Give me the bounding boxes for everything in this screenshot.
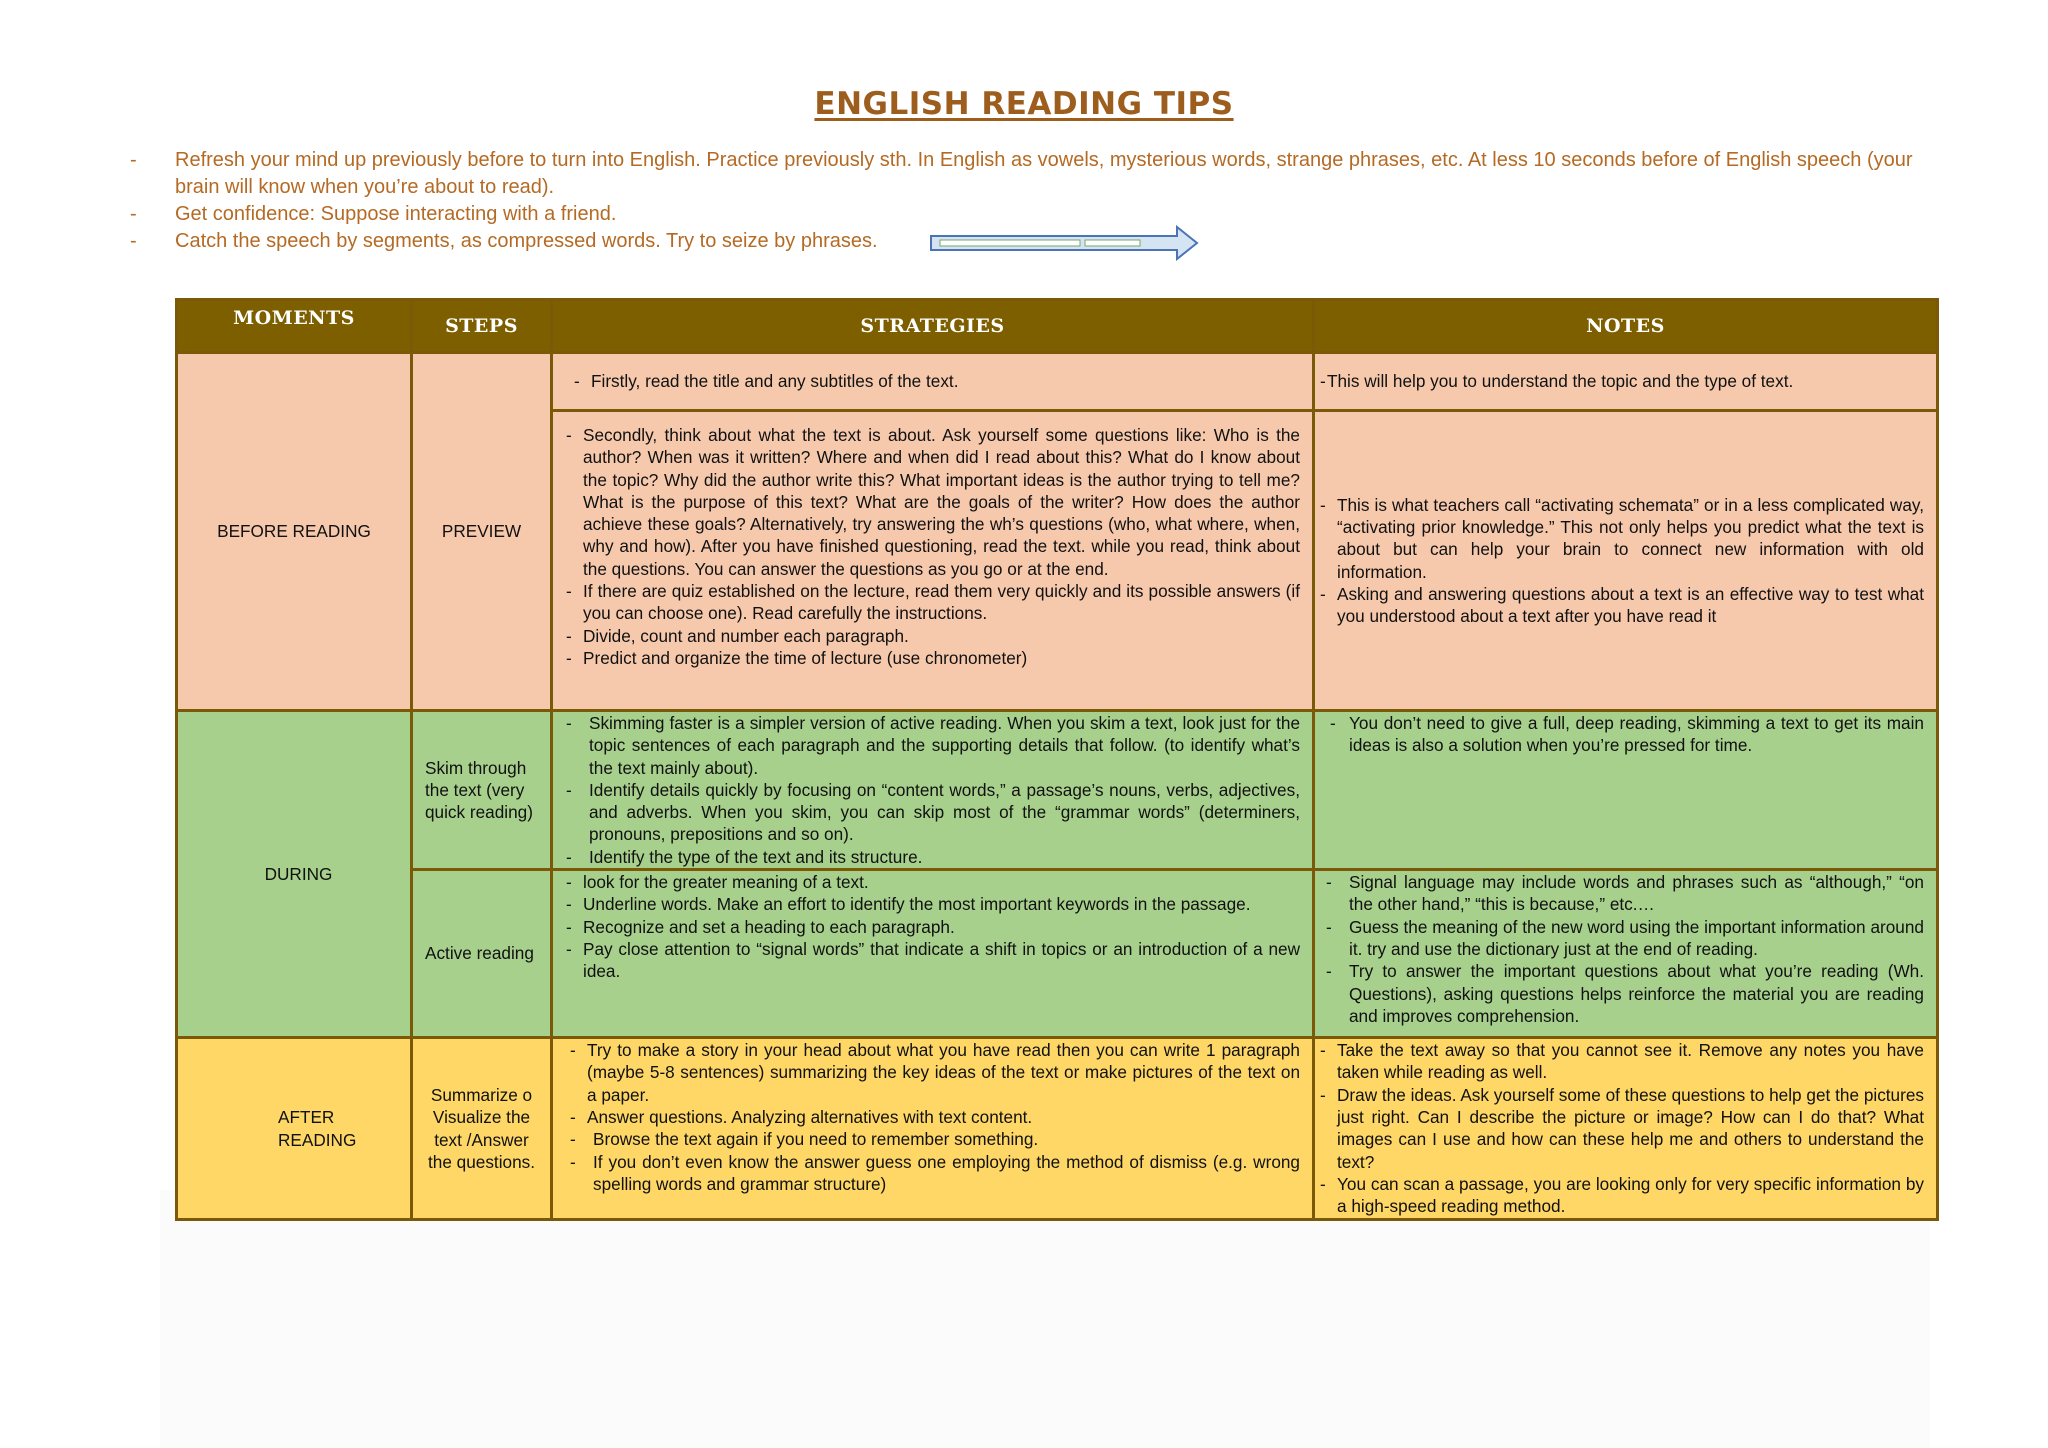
tip-item: - Refresh your mind up previously before to turn into English. Practice previously sth. In English as vowels, mysterious words, strange phrases, etc. At less 10 seconds before of English speech (your brain will know when you’re about to read). bbox=[128, 147, 1928, 201]
list-item: - This is what teachers call “activating schemata” or in a less complicated way, “activating prior knowledge.” This not only helps you predict what the text is about but can help your brain to connect new information with old information. bbox=[1317, 494, 1924, 583]
list-item: - Divide, count and number each paragraph. bbox=[563, 625, 1300, 647]
header-steps: STEPS bbox=[412, 300, 552, 353]
page-title: ENGLISH READING TIPS bbox=[814, 86, 1234, 122]
notes-cell bbox=[1314, 711, 1938, 870]
strategies-cell bbox=[552, 411, 1314, 711]
table-row bbox=[177, 870, 1938, 1038]
list-item: - Underline words. Make an effort to identify the most important keywords in the passage. bbox=[563, 893, 1300, 915]
list-item: - Take the text away so that you cannot see it. Remove any notes you have taken while reading as well. bbox=[1317, 1039, 1924, 1084]
list-item: - Browse the text again if you need to remember something. bbox=[567, 1128, 1300, 1150]
header-strategies: STRATEGIES bbox=[552, 300, 1314, 353]
tip-item: - Get confidence: Suppose interacting with a friend. bbox=[128, 201, 1928, 228]
tip-item: - Catch the speech by segments, as compressed words. Try to seize by phrases. bbox=[128, 228, 1928, 255]
notes-cell bbox=[1314, 1038, 1938, 1220]
list-item: - Identify details quickly by focusing on “content words,” a passage’s nouns, verbs, adjectives, and adverbs. When you skim, you can skip most of the “grammar words” (determiners, pronouns, prepositions and so on). bbox=[563, 779, 1300, 846]
page-shade bbox=[160, 1190, 1930, 1448]
notes-cell bbox=[1314, 411, 1938, 711]
table-header-row bbox=[177, 300, 1938, 353]
list-item: - look for the greater meaning of a text. bbox=[563, 871, 1300, 893]
list-item: - Try to make a story in your head about what you have read then you can write 1 paragraph (maybe 5-8 sentences) summarizing the key ideas of the text or make pictures of the text on a paper. bbox=[567, 1039, 1300, 1106]
moment-before: BEFORE READING bbox=[177, 353, 412, 711]
table-row bbox=[177, 711, 1938, 870]
moment-after: AFTER READING bbox=[177, 1038, 412, 1220]
list-item: - Pay close attention to “signal words” that indicate a shift in topics or an introduction of a new idea. bbox=[563, 938, 1300, 983]
header-notes: NOTES bbox=[1314, 300, 1938, 353]
table-row bbox=[177, 353, 1938, 411]
right-arrow-icon bbox=[930, 225, 1200, 261]
list-item: - Asking and answering questions about a text is an effective way to test what you understood about a text after you have read it bbox=[1317, 583, 1924, 628]
list-item: - Guess the meaning of the new word using the important information around it. try and use the dictionary just at the end of reading. bbox=[1323, 916, 1924, 961]
list-item: - Try to answer the important questions about what you’re reading (Wh. Questions), asking questions helps reinforce the material you are reading and improves comprehension. bbox=[1323, 960, 1924, 1027]
step-preview: PREVIEW bbox=[412, 353, 552, 711]
table-row bbox=[177, 1038, 1938, 1220]
list-item: - Identify the type of the text and its structure. bbox=[563, 846, 1300, 868]
list-item: - Secondly, think about what the text is about. Ask yourself some questions like: Who is the author? When was it written? Where and when did I read about this? What do I know about the topic? Why did the author write this? What important ideas is the author trying to tell me? What is the purpose of this text? What are the goals of the writer? How does the author achieve these goals? Alternatively, try answering the wh’s questions (who, what where, when, why and how). After you have finished questioning, read the text. while you read, think about the questions. You can answer the questions as you go or at the end. bbox=[563, 424, 1300, 580]
step-summarize: Summarize o Visualize the text /Answer the questions. bbox=[412, 1038, 552, 1220]
header-moments: MOMENTS bbox=[177, 300, 412, 353]
step-skim: Skim through the text (very quick reading) bbox=[412, 711, 552, 870]
step-active: Active reading bbox=[412, 870, 552, 1038]
strategies-cell bbox=[552, 353, 1314, 411]
reading-tips-table bbox=[175, 298, 1939, 1221]
list-item: - You don’t need to give a full, deep reading, skimming a text to get its main ideas is also a solution when you’re pressed for time. bbox=[1327, 712, 1924, 757]
list-item: - Draw the ideas. Ask yourself some of these questions to help get the pictures just right. Can I describe the picture or image? How can I do that? What images can I use and how can these help me and others to understand the text? bbox=[1317, 1084, 1924, 1173]
strategies-cell bbox=[552, 711, 1314, 870]
list-item: - Predict and organize the time of lecture (use chronometer) bbox=[563, 647, 1300, 669]
list-item: - Firstly, read the title and any subtitles of the text. bbox=[571, 370, 1300, 392]
list-item: - Answer questions. Analyzing alternatives with text content. bbox=[567, 1106, 1300, 1128]
notes-cell bbox=[1314, 870, 1938, 1038]
notes-cell bbox=[1314, 353, 1938, 411]
strategies-cell bbox=[552, 870, 1314, 1038]
list-item: - Skimming faster is a simpler version of active reading. When you skim a text, look just for the topic sentences of each paragraph and the supporting details that follow. (to identify what’s the text mainly about). bbox=[563, 712, 1300, 779]
list-item: - You can scan a passage, you are looking only for very specific information by a high-speed reading method. bbox=[1317, 1173, 1924, 1218]
list-item: - Recognize and set a heading to each paragraph. bbox=[563, 916, 1300, 938]
moment-during: DURING bbox=[177, 711, 412, 1038]
strategies-cell bbox=[552, 1038, 1314, 1220]
list-item: - If there are quiz established on the lecture, read them very quickly and its possible answers (if you can choose one). Read carefully the instructions. bbox=[563, 580, 1300, 625]
list-item: - This will help you to understand the topic and the type of text. bbox=[1317, 370, 1924, 392]
list-item: - If you don’t even know the answer guess one employing the method of dismiss (e.g. wrong spelling words and grammar structure) bbox=[567, 1151, 1300, 1196]
list-item: - Signal language may include words and phrases such as “although,” “on the other hand,” “this is because,” etc.… bbox=[1323, 871, 1924, 916]
